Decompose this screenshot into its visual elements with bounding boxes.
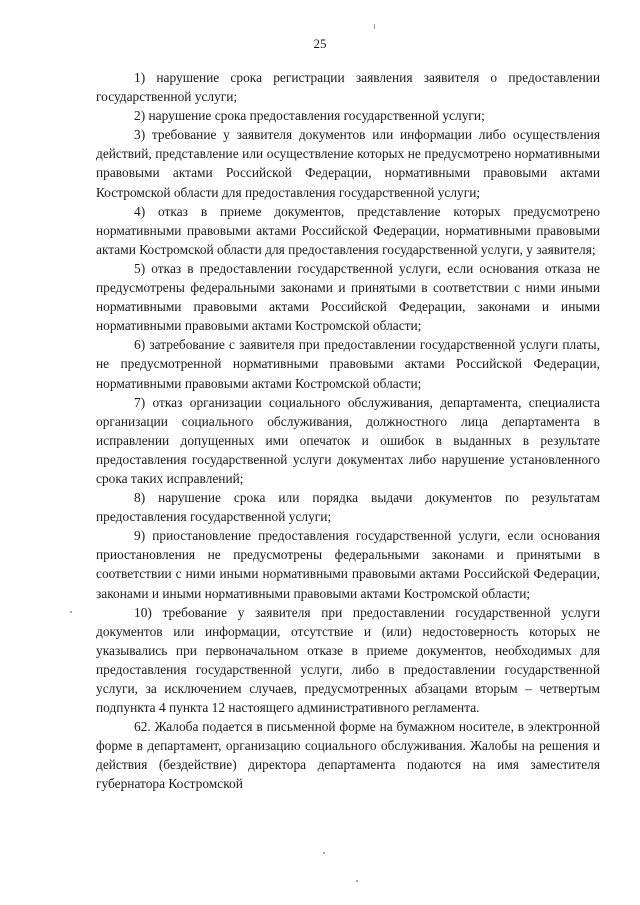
scan-artifact bbox=[323, 852, 325, 854]
list-item-7: 7) отказ организации социального обслуживания, департамента, специалиста организации социального обслуживания, должностного лица департамента в исправлении допущенных ими опечаток и ошибок в выданных в результате предоставления государственной услуги документах либо нарушение установленного срока таких исправлений; bbox=[96, 394, 600, 486]
list-item-5: 5) отказ в предоставлении государственной услуги, если основания отказа не предусмотрены федеральными законами и принятыми в соответствии с ними иными нормативными правовыми актами Российской Федерации, законами и иными нормативными правовыми актами Костромской области; bbox=[96, 260, 600, 334]
list-item-1: 1) нарушение срока регистрации заявления заявителя о предоставлении государственной услуги; bbox=[96, 70, 600, 105]
list-item-3: 3) требование у заявителя документов или информации либо осуществления действий, представление или осуществление которых не предусмотрено нормативными правовыми актами Российской Федерации, нормативными правовыми актами Костромской области для предоставления государственной услуги; bbox=[96, 127, 600, 200]
section-62-paragraph: 62. Жалоба подается в письменной форме на бумажном носителе, в электронной форме в департамент, организацию социального обслуживания. Жалобы на решения и действия (бездействие) директора департамента подаются на имя заместителя губернатора Костромской bbox=[96, 719, 600, 792]
page-number: 25 bbox=[313, 36, 327, 51]
list-item-9: 9) приостановление предоставления государственной услуги, если основания приостановления не предусмотрены федеральными законами и принятыми в соответствии с ними иными нормативными правовыми актами Российской Федерации, законами и иными нормативными правовыми актами Костромской области; bbox=[96, 528, 600, 601]
list-item-10: 10) требование у заявителя при предоставлении государственной услуги документов или информации, отсутствие и (или) недостоверность которых не указывались при первоначальном отказе в приеме документов, необходимых для предоставления государственной услуги, либо в предоставлении государственной услуги, за исключением случаев, предусмотренных абзацами вторым – четвертым подпункта 4 пункта 12 настоящего административного регламента. bbox=[96, 604, 600, 716]
scan-artifact bbox=[356, 880, 358, 882]
scan-artifact bbox=[374, 24, 375, 29]
list-item-6: 6) затребование с заявителя при предоставлении государственной услуги платы, не предусмотренной нормативными правовыми актами Российской Федерации, нормативными правовыми актами Костромской области; bbox=[96, 337, 600, 391]
list-item-4: 4) отказ в приеме документов, представление которых предусмотрено нормативными правовыми актами Российской Федерации, нормативными правовыми актами Костромской области для предоставления государственной услуги, у заявителя; bbox=[96, 203, 600, 257]
document-body bbox=[96, 68, 600, 794]
list-item-8: 8) нарушение срока или порядка выдачи документов по результатам предоставления государственной услуги; bbox=[96, 490, 600, 525]
scan-artifact bbox=[70, 611, 72, 613]
list-item-2: 2) нарушение срока предоставления государственной услуги; bbox=[134, 108, 485, 124]
